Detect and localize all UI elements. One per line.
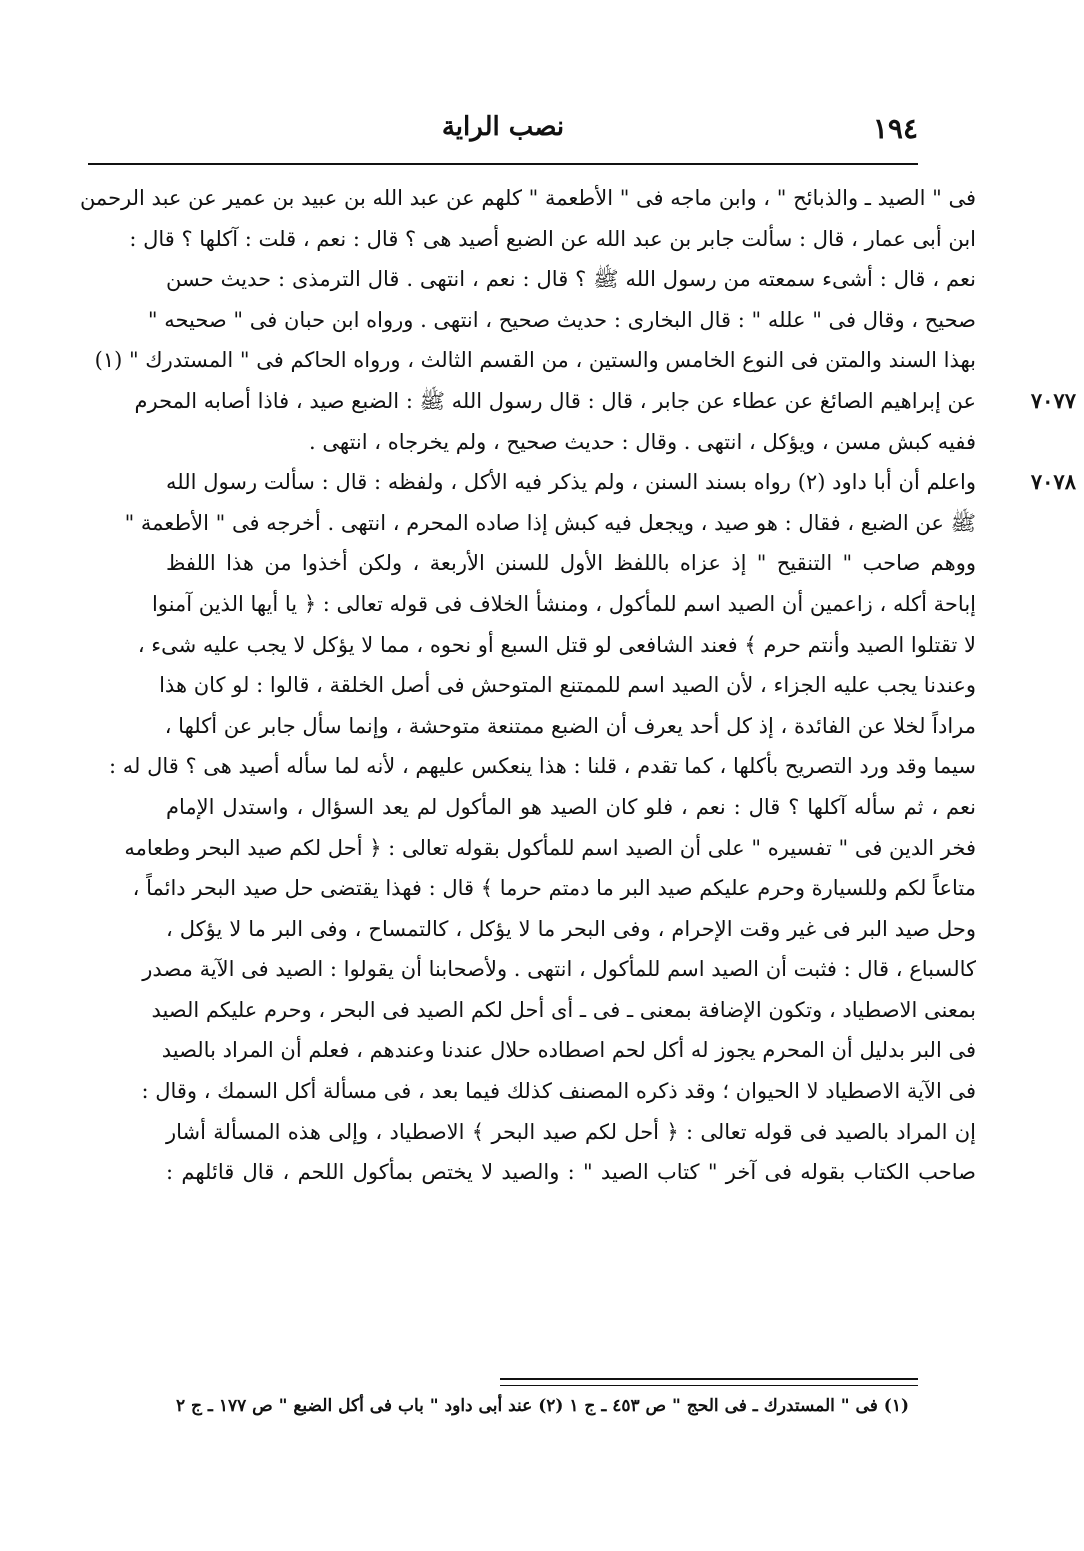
text-line: عن إبراهيم الصائغ عن عطاء عن جابر ، قال : قال رسول الله ﷺ : الضبع صيد ، فاذا أصابه المحرم (134, 388, 976, 413)
text-line: ﷺ عن الضبع ، فقال : هو صيد ، ويجعل فيه كبش إذا صاده المحرم ، انتهى . أخرجه فى " الأطعمة " (124, 510, 976, 535)
text-line: فى الآية الاصطياد لا الحيوان ؛ وقد ذكره المصنف كذلك فيما بعد ، فى مسألة أكل السمك ، وقال : (141, 1079, 976, 1104)
text-line: ابن أبى عمار ، قال : سألت جابر بن عبد الله عن الضبع أصيد هى ؟ قال : نعم ، قلت : آكلها ؟ قال : (129, 226, 976, 251)
text-line: متاعاً لكم وللسيارة وحرم عليكم صيد البر ما دمتم حرما ﴾ قال : فهذا يقتضى حل صيد البحر دائماً ، (132, 876, 976, 901)
text-line: سيما وقد ورد التصريح بأكلها ، كما تقدم ، قلنا : هذا ينعكس عليهم ، لأنه لما سأله أصيد هى ؟ قال له : (109, 754, 976, 779)
text-line: ففيه كبش مسن ، ويؤكل ، انتهى . وقال : حديث صحيح ، ولم يخرجاه ، انتهى . (309, 429, 976, 454)
header-rule (88, 163, 918, 165)
body-text (79, 178, 1076, 1193)
text-line: بهذا السند والمتن فى النوع الخامس والستين ، من القسم الثالث ، ورواه الحاكم فى " المستدرك " (١) (94, 348, 976, 373)
text-line: كالسباع ، قال : فثبت أن الصيد اسم للمأكول ، انتهى . ولأصحابنا أن يقولوا : الصيد فى الآية مصدر (142, 957, 976, 982)
intro-paragraph (79, 178, 976, 381)
text-line: بمعنى الاصطياد ، وتكون الإضافة بمعنى ـ فى ـ أى أحل لكم الصيد فى البحر ، وحرم عليكم الصيد (151, 997, 976, 1022)
page-header (88, 112, 918, 154)
text-line: لا تقتلوا الصيد وأنتم حرم ﴾ فعند الشافعى لو قتل السبع أو نحوه ، مما لا يؤكل لا يجب عليه شىء ، (137, 632, 976, 657)
text-line: فى " الصيد ـ والذبائح " ، وابن ماجه فى " الأطعمة " كلهم عن عبد الله بن عبيد بن عمير عن عبد الرحمن (79, 186, 976, 210)
hadith-7077 (134, 381, 1076, 462)
text-line: إن المراد بالصيد فى قوله تعالى : ﴿ أحل لكم صيد البحر ﴾ الاصطياد ، وإلى هذه المسألة أشار (166, 1119, 976, 1144)
text-line: ووهم صاحب " التنقيح " إذ عزاه باللفظ الأول للسنن الأربعة ، ولكن أخذوا من هذا اللفظ (166, 551, 976, 576)
text-line: مراداً لخلا عن الفائدة ، إذ كل أحد يعرف أن الضبع ممتنعة متوحشة ، وإنما سأل جابر عن أكلها ، (164, 713, 976, 738)
text-line: واعلم أن أبا داود (٢) رواه بسند السنن ، ولم يذكر فيه الأكل ، ولفظه : قال : سألت رسول الله (166, 470, 977, 495)
page-number: ١٩٤ (872, 112, 918, 145)
text-line: نعم ، قال : أشىء سمعته من رسول الله ﷺ ؟ قال : نعم ، انتهى . قال الترمذى : حديث حسن (166, 267, 976, 292)
text-line: وحل صيد البر فى غير وقت الإحرام ، وفى البحر ما لا يؤكل ، كالتمساح ، وفى البر ما لا يؤكل ، (166, 916, 976, 941)
footnote-rule (500, 1378, 918, 1386)
running-title: نصب الراية (441, 112, 565, 142)
hadith-number: ٧٠٧٧ (1030, 387, 1076, 413)
text-line: إباحة أكله ، زاعمين أن الصيد اسم للمأكول ، ومنشأ الخلاف فى قوله تعالى : ﴿ يا أيها الذين آمنوا (151, 591, 976, 616)
text-line: فخر الدين فى " تفسيره " على أن الصيد اسم للمأكول بقوله تعالى : ﴿ أحل لكم صيد البحر وطعامه (124, 835, 976, 860)
text-line: صاحب الكتاب بقوله فى آخر " كتاب الصيد " : والصيد لا يختص بمأكول اللحم ، قال قائلهم : (166, 1160, 976, 1185)
text-line: نعم ، ثم سأله آكلها ؟ قال : نعم ، فلو كان الصيد هو المأكول لم يعد السؤال ، واستدل الإمام (166, 794, 976, 819)
hadith-number: ٧٠٧٨ (1030, 469, 1076, 495)
text-line: فى البر بدليل أن المحرم يجوز له أكل لحم اصطاده حلال عندنا وعندهم ، فعلم أن المراد بالصيد (161, 1038, 976, 1063)
footnote: (١) فى " المستدرك ـ فى الحج " ص ٤٥٣ ـ ج ١ (٢) عند أبى داود " باب فى أكل الضبع " ص ١٧٧ ـ ج ٢ (175, 1396, 909, 1416)
text-line: وعندنا يجب عليه الجزاء ، لأن الصيد اسم للممتنع المتوحش فى أصل الخلقة ، قالوا : لو كان هذا (159, 673, 976, 698)
text-line: صحيح ، وقال فى " علله " : قال البخارى : حديث صحيح ، انتهى . ورواه ابن حبان فى " صحيحه " (147, 307, 976, 332)
hadith-7078 (109, 462, 1076, 1193)
